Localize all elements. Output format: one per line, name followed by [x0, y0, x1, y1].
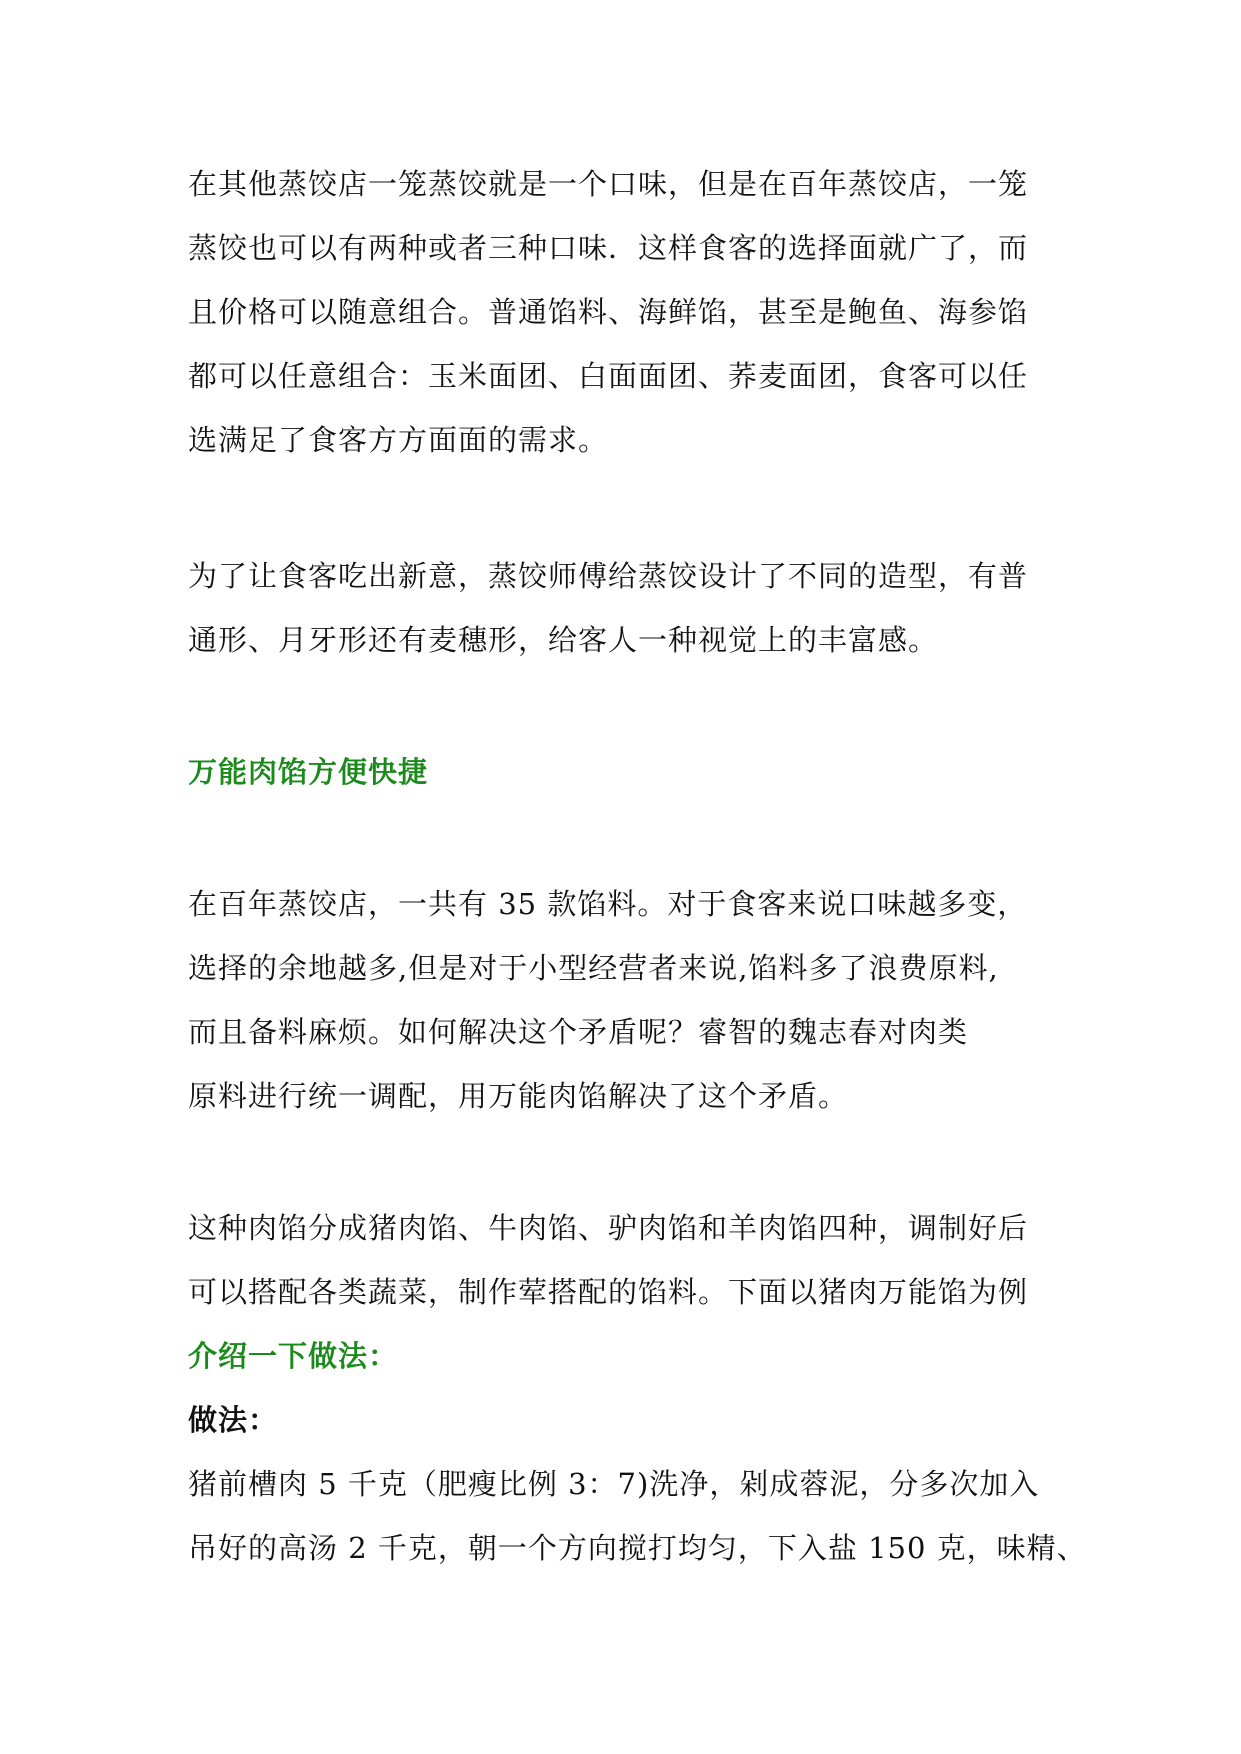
text-line: 这种肉馅分成猪肉馅、牛肉馅、驴肉馅和羊肉馅四种，调制好后 — [188, 1211, 1029, 1245]
text-line: 而且备料麻烦。如何解决这个矛盾呢？睿智的魏志春对肉类 — [188, 1015, 969, 1049]
text-line: 吊好的高汤 2 千克，朝一个方向搅打均匀，下入盐 150 克，味精、 — [188, 1531, 1087, 1565]
text-line: 都可以任意组合：玉米面团、白面面团、荞麦面团，食客可以任 — [188, 359, 1029, 393]
text-line: 在百年蒸饺店，一共有 35 款馅料。对于食客来说口味越多变， — [188, 887, 1028, 921]
text-line: 选择的余地越多,但是对于小型经营者来说,馅料多了浪费原料, — [188, 951, 999, 985]
text-line: 原料进行统一调配，用万能肉馅解决了这个矛盾。 — [188, 1079, 849, 1113]
text-line: 选满足了食客方方面面的需求。 — [188, 423, 609, 457]
text-line: 在其他蒸饺店一笼蒸饺就是一个口味，但是在百年蒸饺店，一笼 — [188, 167, 1029, 201]
section-heading: 万能肉馅方便快捷 — [188, 755, 429, 789]
text-line: 通形、月牙形还有麦穗形，给客人一种视觉上的丰富感。 — [188, 623, 939, 657]
text-line: 且价格可以随意组合。普通馅料、海鲜馅，甚至是鲍鱼、海参馅 — [188, 295, 1029, 329]
intro-heading: 介绍一下做法： — [188, 1339, 399, 1373]
text-line: 猪前槽肉 5 千克（肥瘦比例 3：7)洗净，剁成蓉泥，分多次加入 — [188, 1467, 1040, 1501]
method-label: 做法： — [188, 1403, 279, 1437]
text-line: 蒸饺也可以有两种或者三种口味．这样食客的选择面就广了，而 — [188, 231, 1029, 265]
text-line: 为了让食客吃出新意，蒸饺师傅给蒸饺设计了不同的造型，有普 — [188, 559, 1029, 593]
text-line: 可以搭配各类蔬菜，制作荤搭配的馅料。下面以猪肉万能馅为例 — [188, 1275, 1029, 1309]
